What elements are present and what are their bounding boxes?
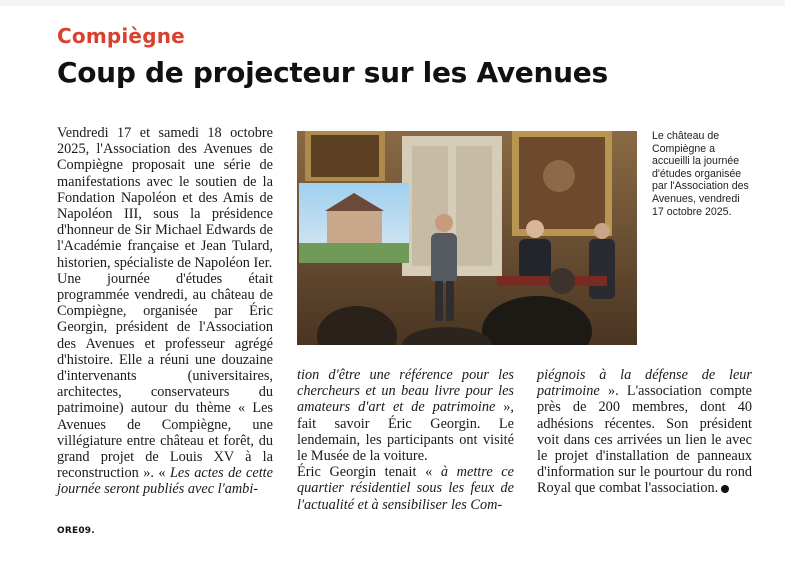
article-column-2 — [297, 367, 514, 513]
paragraph-text: Éric Georgin tenait « — [297, 464, 441, 481]
paragraph — [297, 464, 514, 513]
conference-photo-image — [297, 131, 637, 345]
paragraph — [537, 367, 752, 497]
paragraph-text: ». L'association compte près de 200 membres, dont 40 adhésions récentes. Son président voit dans ces arrivées un lien le avec le projet d'installation de panneaux d'information sur le pourtour du rond Royal que combat l'association. — [537, 383, 752, 497]
quote-text: tion d'être une référence pour les chercheurs et un beau livre pour les amateurs d'art et de patrimoine — [297, 367, 514, 416]
article-code: ORE09. — [57, 526, 95, 536]
photo-caption: Le château de Compiègne a accueilli la journée d'études organisée par l'Association des Avenues, vendredi 17 octobre 2025. — [652, 130, 749, 218]
section-label: Compiègne — [57, 24, 185, 48]
article-column-1 — [57, 125, 273, 498]
quote-text: piégnois à la défense de leur patrimoine — [537, 367, 752, 400]
paragraph-text: », fait savoir Éric Georgin. Le lendemain, les participants ont visité le Musée de la voiture. — [297, 399, 515, 465]
article-headline: Coup de projecteur sur les Avenues — [57, 56, 608, 89]
page-top-strip — [0, 0, 785, 6]
paragraph-text: Une journée d'études était programmée vendredi, au château de Compiègne, organisée par Éric Georgin, président de l'Association des Avenues et professeur agrégé d'histoire. Elle a réuni une douzaine d'intervenants (universitaires, architectes, conservateurs du patrimoine) autour du thème « Les Avenues de Compiègne, une villégiature entre château et forêt, du grand projet de Louis XV à la reconstruction ». « — [57, 270, 273, 482]
paragraph: Vendredi 17 et samedi 18 octobre 2025, l'Association des Avenues de Compiègne proposait une série de manifestations avec le soutien de la Fondation Napoléon et des Amis de Napoléon III, sous la présidence d'honneur de Sir Michael Edwards de l'Académie française et Jean Tulard, historien, spécialiste de Napoléon Ier. — [57, 125, 273, 271]
quote-text: à mettre ce quartier résidentiel sous les feux de l'actualité et à sensibiliser les Com- — [297, 464, 514, 513]
end-mark-icon — [721, 485, 729, 493]
quote-text: Les actes de cette journée seront publiés avec l'ambi- — [57, 465, 273, 498]
article-photo — [297, 131, 637, 345]
paragraph — [297, 367, 514, 464]
article-column-3 — [537, 367, 752, 497]
paragraph — [57, 271, 273, 498]
